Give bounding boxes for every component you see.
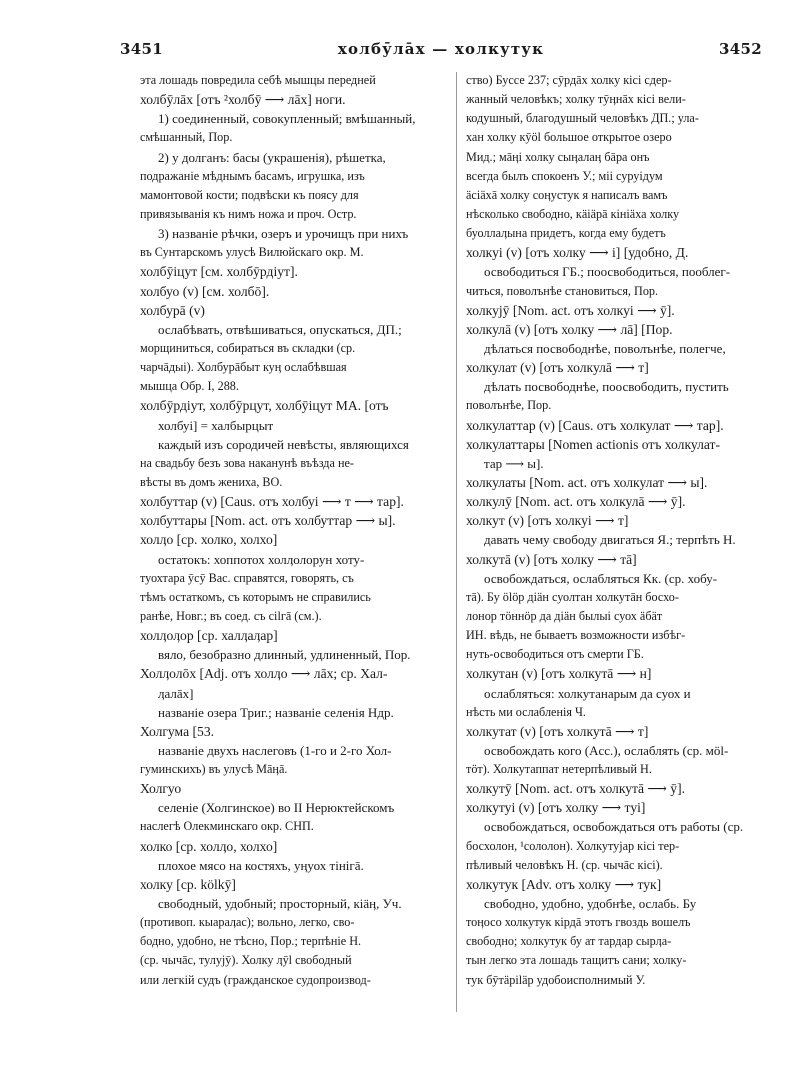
right-column-line: äсіäхā холку соӊустук я написалъ вамъ bbox=[466, 187, 668, 202]
left-column-line: на свадьбу безъ зова наканунѣ въѣзда не- bbox=[140, 455, 354, 470]
right-column-line: холкутан (v) [отъ холкутā ⟶ н] bbox=[466, 666, 652, 682]
column-divider bbox=[456, 72, 457, 1012]
left-column-line: (ср. чычāс, тулуjӯ). Холку ӆӯl свободный bbox=[140, 953, 352, 968]
left-column-line: Холгуо bbox=[140, 781, 182, 797]
left-column-line: мышца Обр. I, 288. bbox=[140, 379, 239, 394]
right-column-line: ослабляться: холкутанарым да суох и bbox=[484, 685, 691, 701]
left-column-line: названіе двухъ наслеговъ (1-го и 2-го Хол- bbox=[158, 742, 392, 758]
left-column-line: бодно, удобно, не тѣсно, Пор.; терпѣніе Н. bbox=[140, 934, 362, 949]
right-column-line: свободно, удобно, удобнѣе, ослабь. Бу bbox=[484, 896, 697, 912]
right-column-line: холкулӯ [Nom. act. отъ холкулā ⟶ ӯ]. bbox=[466, 494, 686, 510]
right-column-line: нуть-освободиться отъ смерти ГБ. bbox=[466, 647, 644, 662]
left-column-line: привязыванія къ нимъ ножа и проч. Остр. bbox=[140, 206, 357, 221]
left-column-line: названіе озера Триг.; названіе селенія Ндр. bbox=[158, 704, 394, 720]
left-column-line: 1) соединенный, совокупленный; вмѣшанный, bbox=[158, 111, 416, 127]
right-column-line: хан холку кӯӧl большое открытое озеро bbox=[466, 130, 672, 145]
right-column-line: кодушный, благодушный человѣкъ ДП.; ула- bbox=[466, 111, 699, 126]
page-number-left: 3451 bbox=[120, 40, 163, 58]
right-column-line: лонор тӧннӧр да діäн былыі суох äбäт bbox=[466, 608, 663, 623]
left-column-line: Холгума [53. bbox=[140, 723, 215, 739]
left-column-line: холбуо (v) [см. холбō]. bbox=[140, 283, 270, 299]
left-column-line: подражаніе мѣднымъ басамъ, игрушка, изъ bbox=[140, 168, 365, 183]
right-column-line: холкутуі (v) [отъ холку ⟶ туі] bbox=[466, 800, 646, 816]
left-column-line: ослабѣвать, отвѣшиваться, опускаться, ДП.; bbox=[158, 321, 402, 337]
right-column-line: жанный человѣкъ; холку тӯӊнāх кісі вели- bbox=[466, 92, 686, 107]
left-column-line: свободный, удобный; просторный, кіäӊ, Уч. bbox=[158, 896, 402, 912]
left-column-line: гуминскихъ) въ улусѣ Мāӊā. bbox=[140, 762, 288, 777]
left-column-line: холӆо [ср. холко, холхо] bbox=[140, 532, 278, 548]
left-column-line: туохтара ӯсӯ Вас. справятся, говорять, съ bbox=[140, 570, 354, 585]
left-column-line: холбӯрдіут, холбӯрцут, холбӯіцут МА. [отъ bbox=[140, 398, 389, 414]
left-column-line: холбуттары [Nom. act. отъ холбуттар ⟶ ы]. bbox=[140, 513, 396, 529]
left-column-line: ӆалāх] bbox=[158, 685, 194, 701]
left-column-line: эта лошадь повредила себѣ мышцы передней bbox=[140, 73, 376, 87]
right-column-line: читься, поволънѣе становиться, Пор. bbox=[466, 283, 659, 298]
right-column-line: холкуjӯ [Nom. act. отъ холкуі ⟶ ӯ]. bbox=[466, 302, 675, 318]
right-column-line: поволънѣе, Пор. bbox=[466, 398, 552, 413]
right-column-line: Мид.; мāӊі холку сыӊалаӊ бāра онъ bbox=[466, 149, 650, 164]
right-column-line: освобождаться, освобождаться отъ работы (ср. bbox=[484, 819, 744, 835]
left-column-line: морщиниться, собираться въ складки (ср. bbox=[140, 340, 356, 355]
right-column-line: дѣлаться посвободнѣе, поволънѣе, полегче, bbox=[484, 340, 726, 356]
left-column-line: холбуттар (v) [Caus. отъ холбуі ⟶ т ⟶ тар]. bbox=[140, 494, 404, 510]
left-column-line: смѣшанный, Пор. bbox=[140, 130, 233, 145]
left-column-line: вѣсты въ домъ жениха, ВО. bbox=[140, 474, 283, 489]
right-column-line: тоӊосо холкутук кірдā этотъ гвоздь вошелъ bbox=[466, 915, 691, 930]
right-column-line: освободиться ГБ.; поосвободиться, пооблег- bbox=[484, 264, 731, 280]
right-column-line: холкутӯ [Nom. act. отъ холкутā ⟶ ӯ]. bbox=[466, 781, 686, 797]
left-column-line: 2) у долганъ: басы (украшенія), рѣшетка, bbox=[158, 149, 386, 165]
left-column-line: наслегѣ Олекминскаго окр. СНП. bbox=[140, 819, 314, 834]
left-column-line: холбӯлāх [отъ ²холбӯ ⟶ лāх] ноги. bbox=[140, 92, 346, 108]
right-column-line: холкулā (v) [отъ холку ⟶ лā] [Пор. bbox=[466, 321, 673, 337]
left-column-line: 3) названіе рѣчки, озеръ и урочищъ при нихъ bbox=[158, 226, 409, 242]
running-title: холбӯлāх — холкутук bbox=[337, 40, 545, 58]
right-column-line: тā). Бу ӧlӧр діäн суолтан холкутāн босхо- bbox=[466, 589, 679, 604]
right-column-line: тӧт). Холкутаппат нетерпѣливый Н. bbox=[466, 762, 652, 777]
left-column bbox=[140, 71, 458, 990]
left-column-line: чарчāдыі). Холбурāбыт куӊ ослабѣвшая bbox=[140, 360, 347, 375]
left-column-line: плохое мясо на костяхъ, уӊуох тінігā. bbox=[158, 857, 364, 873]
right-column-line: пѣливый человѣкъ Н. (ср. чычāс кісі). bbox=[466, 857, 663, 872]
right-column-line: свободно; холкутук бу ат тардар сырӆа- bbox=[466, 934, 672, 949]
right-column-line: босхолон, ¹сололон). Холкутуjар кісі тер- bbox=[466, 838, 680, 853]
right-column-line: тын легко эта лошадь тащитъ сани; холку- bbox=[466, 953, 687, 968]
right-column-line: освобождать кого (Acc.), ослаблять (ср. мӧl- bbox=[484, 742, 729, 758]
left-column-line: холку [ср. kölkӯ] bbox=[140, 876, 236, 892]
right-column-line: тар ⟶ ы]. bbox=[484, 455, 544, 471]
left-column-line: тѣмъ остаткомъ, съ которымъ не справились bbox=[140, 589, 371, 604]
left-column-line: холко [ср. холӆо, холхо] bbox=[140, 838, 278, 854]
left-column-line: ранѣе, Новг.; въ соед. съ сіlгā (см.). bbox=[140, 608, 322, 623]
right-column-line: тук бӯтäріläр удобоисполнимый У. bbox=[466, 972, 646, 987]
right-column-line: холкутā (v) [отъ холку ⟶ тā] bbox=[466, 551, 637, 567]
left-column-line: остатокъ: хоппотох холӆолорун хоту- bbox=[158, 551, 365, 567]
right-column-line: холкутук [Adv. отъ холку ⟶ тук] bbox=[466, 876, 662, 892]
right-column-line: давать чему свободу двигаться Я.; терпѣть Н. bbox=[484, 532, 736, 548]
left-column-line: или легкій судъ (гражданское судопроизвод- bbox=[140, 972, 371, 987]
right-column-line: холкут (v) [отъ холкуі ⟶ т] bbox=[466, 513, 629, 529]
left-column-line: (противоп. кыараӆас); вольно, легко, сво- bbox=[140, 915, 355, 930]
left-column-line: холбуі] = халбырцыт bbox=[158, 417, 274, 433]
left-column-line: вяло, безобразно длинный, удлиненный, Пор. bbox=[158, 647, 411, 663]
left-column-line: холбурā (v) bbox=[140, 302, 205, 318]
left-column-line: холӆоӆор [ср. халӆаӆар] bbox=[140, 628, 278, 644]
left-column-line: въ Сунтарскомъ улусѣ Вилюйскаго окр. М. bbox=[140, 245, 364, 260]
right-column-line: нѣсколько свободно, кäіäpā кініäха холку bbox=[466, 206, 680, 221]
right-column-line: холкулаты [Nom. act. отъ холкулат ⟶ ы]. bbox=[466, 474, 708, 490]
page-header bbox=[120, 40, 762, 64]
right-column-line: освобождаться, ослабляться Кк. (ср. хобу- bbox=[484, 570, 718, 586]
right-column bbox=[466, 71, 784, 990]
right-column-line: буоллаӆына придетъ, когда ему будетъ bbox=[466, 226, 666, 241]
right-column-line: нѣсть ми ослабленія Ч. bbox=[466, 704, 586, 719]
left-column-line: Холӆолōх [Adj. отъ холӆо ⟶ лāх; ср. Хал- bbox=[140, 666, 388, 682]
right-column-line: холкулаттары [Nomen actionis отъ холкулат- bbox=[466, 436, 720, 452]
left-column-line: мамонтовой кости; подвѣски къ поясу для bbox=[140, 187, 359, 202]
right-column-line: холкутат (v) [отъ холкутā ⟶ т] bbox=[466, 723, 649, 739]
right-column-line: холкулат (v) [отъ холкулā ⟶ т] bbox=[466, 360, 649, 376]
right-column-line: холкулаттар (v) [Caus. отъ холкулат ⟶ тар]. bbox=[466, 417, 724, 433]
left-column-line: каждый изъ сородичей невѣсты, являющихся bbox=[158, 436, 409, 452]
page-number-right: 3452 bbox=[719, 40, 762, 58]
right-column-line: ИН. вѣдь, не бываетъ возможности избѣг- bbox=[466, 628, 686, 643]
left-column-line: холбӯіцут [см. холбӯрдіут]. bbox=[140, 264, 298, 280]
left-column-line: селеніе (Холгинское) во II Нерюктейскомъ bbox=[158, 800, 395, 816]
right-column-line: ство) Буссе 237; сӯрдāх холку кісі сдер- bbox=[466, 73, 672, 87]
right-column-line: всегда былъ спокоенъ У.; міі суруідум bbox=[466, 168, 663, 183]
right-column-line: холкуі (v) [отъ холку ⟶ і] [удобно, Д. bbox=[466, 245, 689, 261]
right-column-line: дѣлать посвободнѣе, поосвободить, пустить bbox=[484, 379, 729, 395]
